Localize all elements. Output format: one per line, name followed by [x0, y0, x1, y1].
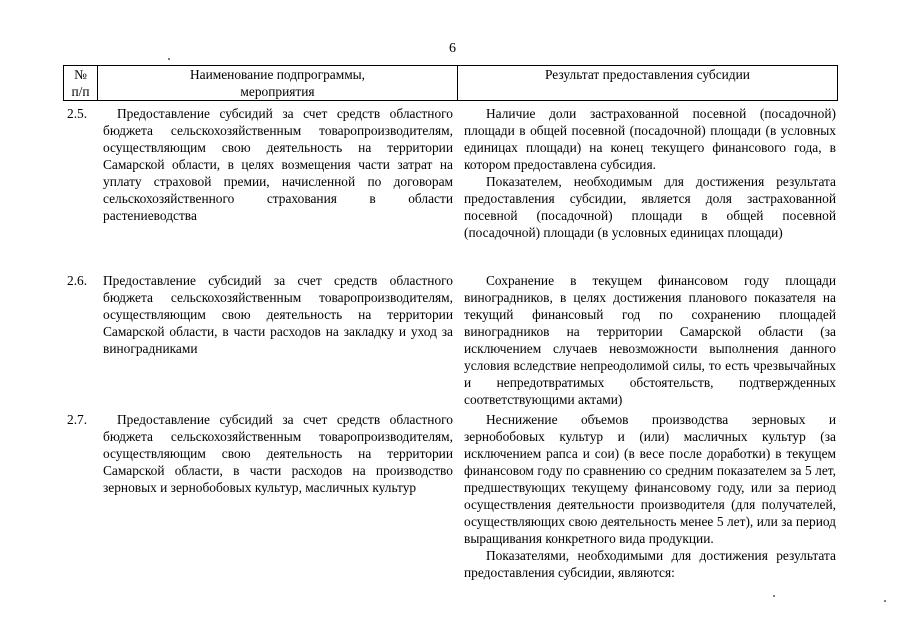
measure-text: Предоставление субсидий за счет средств областного бюджета сельскохозяйственным товаропроизводителям, осуществляющим свою деятельность на территории Самарской области, в целях возмещения части затрат на уплату страховой премии, начисленной по договорам сельскохозяйственного страхования в области растениеводства [103, 106, 453, 223]
scan-speck [884, 600, 886, 602]
measure-text: Предоставление субсидий за счет средств областного бюджета сельскохозяйственным товаропроизводителям, осуществляющим свою деятельность на территории Самарской области, в части расходов на закладку и уход за виноградниками [103, 273, 453, 356]
row-number: 2.6. [67, 273, 88, 288]
header-name-column [98, 66, 458, 100]
row-measure-name [103, 411, 453, 496]
row-measure-name [103, 272, 453, 357]
result-paragraph: Неснижение объемов производства зерновых и зернобобовых культур и (или) масличных культур (за исключением рапса и сои) (в весе после доработки) в текущем финансовом году по сравнению со средним показателем за 5 лет, предшествующих текущему финансовому году, или за период осуществления деятельности производителя (для получателей, осуществляющих свою деятельность менее 5 лет), или за период выращивания конкретного вида продукции. [464, 412, 836, 546]
result-paragraph: Сохранение в текущем финансовом году площади виноградников, в целях достижения планового показателя на текущий финансовый год по сохранению площадей виноградников на территории Самарской области (за исключением случаев невозможности выполнения данного условия вследствие непреодолимой силы, то есть чрезвычайных и непредотвратимых обстоятельств, подтвержденных соответствующими актами) [464, 273, 836, 407]
scan-speck [773, 595, 775, 597]
header-number-column [64, 66, 98, 100]
result-paragraph: Показателем, необходимым для достижения результата предоставления субсидии, является доля застрахованной посевной (посадочной) площади в общей посевной (посадочной) площади (в условных единицах площади) [464, 174, 836, 240]
header-result-column [458, 66, 837, 100]
row-number: 2.7. [67, 412, 88, 427]
header-name-line2: мероприятия [240, 84, 315, 99]
row-result [464, 105, 836, 241]
row-result [464, 272, 836, 408]
header-name-line1: Наименование подпрограммы, [189, 67, 366, 82]
result-paragraph: Наличие доли застрахованной посевной (посадочной) площади в общей посевной (посадочной) площади (в условных единицах площади) на конец текущего финансового года, в котором предоставлена субсидия. [464, 106, 836, 172]
header-number-symbol: № [74, 67, 87, 82]
table-header [63, 65, 838, 101]
header-result-label: Результат предоставления субсидии [545, 67, 750, 82]
row-result [464, 411, 836, 581]
scan-speck [168, 58, 170, 60]
header-number-abbr: п/п [71, 84, 90, 99]
row-measure-name [103, 105, 453, 224]
measure-text: Предоставление субсидий за счет средств областного бюджета сельскохозяйственным товаропроизводителям, осуществляющим свою деятельность на территории Самарской области, в части расходов на производство зерновых и зернобобовых культур, масличных культур [103, 412, 453, 495]
result-paragraph: Показателями, необходимыми для достижения результата предоставления субсидии, являются: [464, 548, 836, 580]
page-number: 6 [449, 41, 456, 56]
row-number: 2.5. [67, 106, 88, 121]
